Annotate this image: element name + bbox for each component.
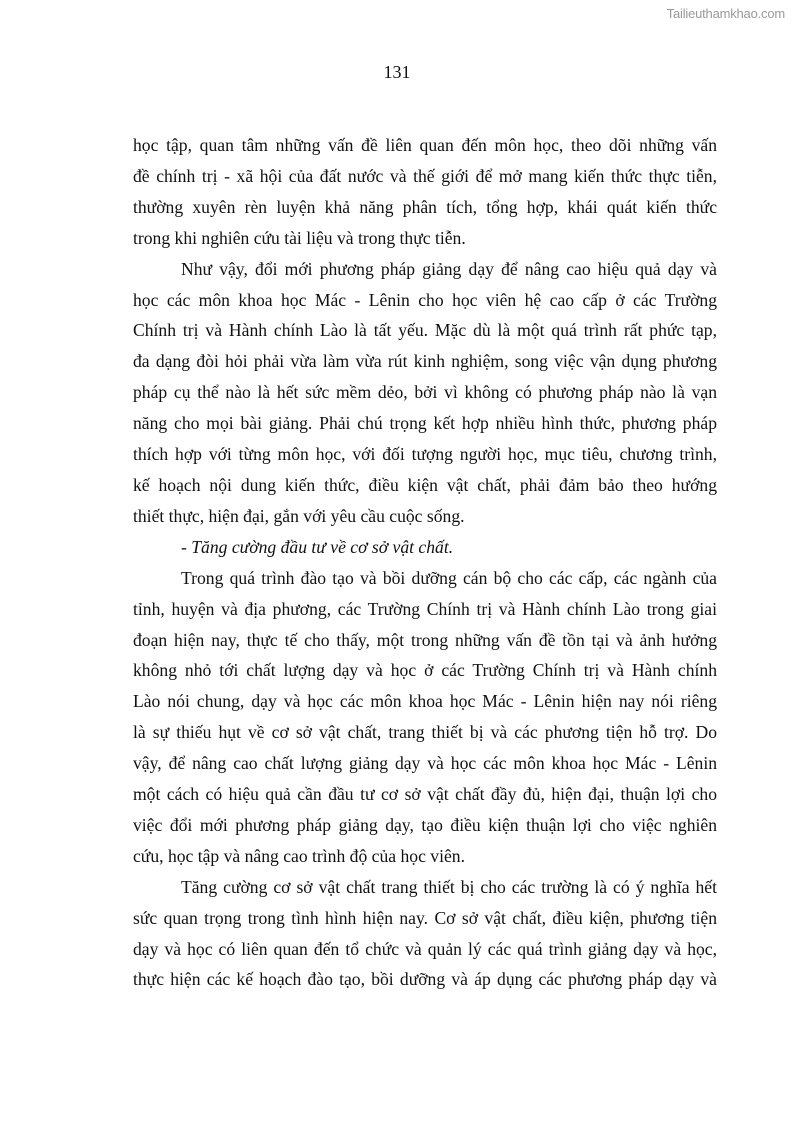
section-heading: [133, 532, 717, 563]
text-line: đề chính trị - xã hội của đất nước và thế giới để mở mang kiến thức thực tiễn,: [133, 165, 717, 186]
text-line: Chính trị và Hành chính Lào là tất yếu. Mặc dù là một quá trình rất phức tạp,: [133, 320, 717, 341]
text-line: Lào nói chung, dạy và học các môn khoa học Mác - Lênin hiện nay nói riêng: [133, 691, 717, 712]
text-line: trong khi nghiên cứu tài liệu và trong thực tiễn.: [133, 227, 466, 248]
text-line: sức quan trọng trong tình hình hiện nay. Cơ sở vật chất, điều kiện, phương tiện: [133, 907, 717, 928]
text-line: đa dạng đòi hỏi phải vừa làm vừa rút kinh nghiệm, song việc vận dụng phương: [133, 351, 717, 372]
text-line: thích hợp với từng môn học, với đối tượng người học, mục tiêu, chương trình,: [133, 444, 717, 465]
text-line: Trong quá trình đào tạo và bồi dưỡng cán bộ cho các cấp, các ngành của: [181, 567, 717, 588]
watermark: Tailieuthamkhao.com: [666, 6, 785, 21]
text-line: dạy và học có liên quan đến tổ chức và quản lý các quá trình giảng dạy và học,: [133, 938, 717, 959]
text-line: Như vậy, đổi mới phương pháp giảng dạy để nâng cao hiệu quả dạy và: [181, 258, 717, 279]
paragraph: [133, 563, 717, 872]
text-line: đoạn hiện nay, thực tế cho thấy, một trong những vấn đề tồn tại và ảnh hưởng: [133, 629, 717, 650]
text-line: pháp cụ thể nào là hết sức mềm dẻo, bởi vì không có phương pháp nào là vạn: [133, 382, 717, 403]
text-line: học tập, quan tâm những vấn đề liên quan đến môn học, theo dõi những vấn: [133, 135, 717, 155]
paragraph: [133, 254, 717, 532]
text-line: cứu, học tập và nâng cao trình độ của học viên.: [133, 845, 465, 866]
text-line: Tăng cường cơ sở vật chất trang thiết bị cho các trường là có ý nghĩa hết: [181, 876, 717, 897]
text-line: năng cho mọi bài giảng. Phải chú trọng kết hợp nhiều hình thức, phương pháp: [133, 413, 717, 434]
text-line: không nhỏ tới chất lượng dạy và học ở các Trường Chính trị và Hành chính: [133, 660, 717, 681]
text-line: thực hiện các kế hoạch đào tạo, bồi dưỡng và áp dụng các phương pháp dạy và: [133, 969, 717, 990]
body-text: [133, 130, 717, 995]
text-line: thiết thực, hiện đại, gắn với yêu cầu cuộc sống.: [133, 505, 465, 526]
text-line: thường xuyên rèn luyện khả năng phân tích, tổng hợp, khái quát kiến thức: [133, 196, 717, 217]
paragraph: [133, 872, 717, 996]
text-line: học các môn khoa học Mác - Lênin cho học viên hệ cao cấp ở các Trường: [133, 289, 717, 310]
page-number: 131: [383, 62, 411, 82]
paragraph: [133, 130, 717, 254]
text-line: - Tăng cường đầu tư về cơ sở vật chất.: [181, 536, 454, 557]
text-line: là sự thiếu hụt về cơ sở vật chất, trang thiết bị và các phương tiện hỗ trợ. Do: [133, 722, 717, 743]
text-line: việc đổi mới phương pháp giảng dạy, tạo điều kiện thuận lợi cho việc nghiên: [133, 814, 717, 835]
text-line: một cách có hiệu quả cần đầu tư cơ sở vật chất đầy đủ, hiện đại, thuận lợi cho: [133, 784, 717, 805]
text-line: tỉnh, huyện và địa phương, các Trường Chính trị và Hành chính Lào trong giai: [133, 598, 717, 619]
text-line: vậy, để nâng cao chất lượng giảng dạy và học các môn khoa học Mác - Lênin: [133, 753, 717, 774]
text-line: kế hoạch nội dung kiến thức, điều kiện vật chất, phải đảm bảo theo hướng: [133, 474, 717, 495]
